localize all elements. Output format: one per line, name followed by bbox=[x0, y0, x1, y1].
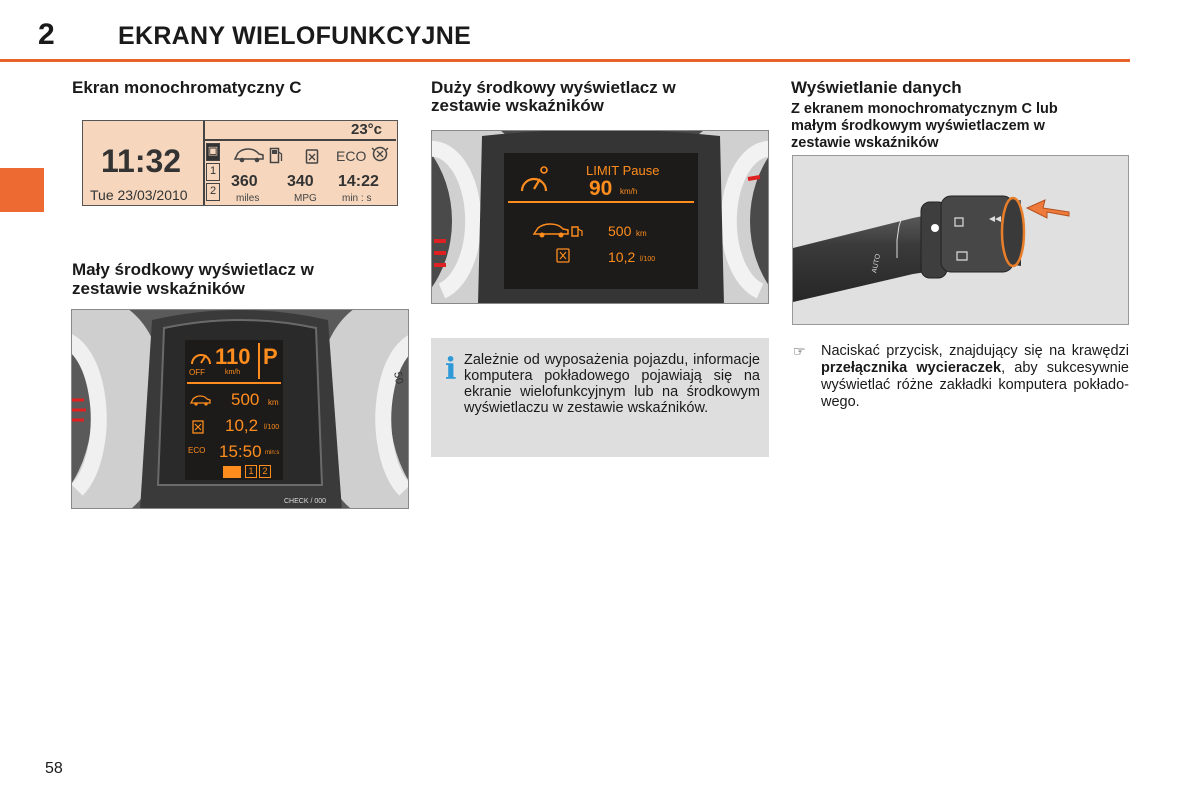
jerrycan-icon bbox=[192, 420, 204, 434]
data-display-heading: Wyświetlanie danych bbox=[791, 78, 962, 97]
consumption-value: 340 bbox=[287, 173, 314, 190]
range-unit: km bbox=[636, 229, 647, 238]
consumption-unit: MPG bbox=[294, 193, 317, 204]
clock-time: 11:32 bbox=[101, 143, 182, 179]
consumption-unit: l/100 bbox=[640, 256, 656, 263]
screen-divider bbox=[508, 201, 694, 203]
trip-tab-1: 1 bbox=[206, 163, 220, 181]
car-range-icon bbox=[532, 221, 586, 239]
large-display-heading-line2: zestawie wskaźników bbox=[431, 96, 604, 115]
jerrycan-icon bbox=[305, 148, 319, 168]
limit-label: LIMIT Pause bbox=[586, 163, 660, 178]
stop-time-value: 15:50 bbox=[219, 442, 262, 461]
speed-limiter-icon bbox=[189, 346, 213, 368]
mono-display-heading: Ekran monochromatyczny C bbox=[72, 78, 302, 97]
large-display-heading-line1: Duży środkowy wyświetlacz w bbox=[431, 78, 676, 97]
data-subtitle-line3: zestawie wskaźników bbox=[791, 135, 939, 151]
small-display-cluster-image bbox=[71, 309, 409, 509]
dial-number: 50 bbox=[391, 370, 406, 386]
speed-limiter-icon bbox=[518, 165, 552, 195]
chapter-side-tab bbox=[0, 168, 44, 212]
divider-horizontal bbox=[203, 139, 396, 141]
monochrome-display-image bbox=[82, 120, 398, 206]
eco-label: ECO bbox=[188, 446, 206, 455]
consumption-unit: l/100 bbox=[264, 424, 280, 431]
screen-divider bbox=[187, 382, 281, 384]
instruction-text bbox=[821, 343, 1129, 411]
limit-speed-unit: km/h bbox=[620, 187, 638, 196]
consumption-value: 10,2 bbox=[225, 416, 259, 435]
pointing-hand-icon: ☞ bbox=[793, 343, 806, 359]
range-unit: km bbox=[268, 398, 279, 407]
stop-time-unit: min : s bbox=[342, 193, 372, 204]
gear-indicator: P bbox=[263, 344, 278, 369]
chapter-number: 2 bbox=[38, 18, 55, 51]
car-tab-icon: ▣ bbox=[206, 143, 220, 161]
data-subtitle-line2: małym środkowym wyświetlaczem w bbox=[791, 118, 1045, 134]
fuel-pump-icon bbox=[269, 147, 283, 169]
clock-date: Tue 23/03/2010 bbox=[90, 187, 188, 203]
header-rule bbox=[0, 59, 1130, 62]
large-display-screen bbox=[504, 153, 698, 289]
trip-tab-2: 2 bbox=[259, 465, 271, 478]
info-note-box bbox=[431, 338, 769, 457]
stop-time-value: 14:22 bbox=[338, 173, 379, 190]
small-display-screen bbox=[185, 340, 283, 480]
outside-temperature: 23°c bbox=[351, 121, 383, 138]
limiter-speed-unit: km/h bbox=[225, 369, 241, 376]
range-value: 500 bbox=[608, 223, 632, 239]
wiper-stalk-graphic bbox=[793, 156, 1129, 325]
small-display-heading-line2: zestawie wskaźników bbox=[72, 279, 245, 298]
data-subtitle-line1: Z ekranem monochromatycznym C lub bbox=[791, 101, 1058, 117]
small-display-heading-line1: Mały środkowy wyświetlacz w bbox=[72, 260, 314, 279]
jerrycan-icon bbox=[556, 247, 570, 263]
info-icon: i bbox=[445, 352, 457, 387]
instruction-part2: , aby sukcesywnie wyświetlać różne zakładki komputera pokładowego. bbox=[821, 360, 1129, 410]
limiter-speed: 110 bbox=[215, 344, 251, 369]
large-display-cluster-image bbox=[431, 130, 769, 304]
trip-tab-1: 1 bbox=[245, 465, 257, 478]
page-number: 58 bbox=[45, 760, 63, 777]
limit-speed: 90 bbox=[589, 177, 613, 200]
instruction-bold: przełącznika wycieraczek bbox=[821, 360, 1002, 376]
eco-label: ECO bbox=[336, 148, 367, 164]
trip-tab-2: 2 bbox=[206, 183, 220, 201]
trip-tabs bbox=[206, 143, 221, 203]
car-range-icon bbox=[190, 394, 212, 406]
cluster-footer-label: CHECK / 000 bbox=[284, 498, 327, 505]
consumption-value: 10,2 bbox=[608, 249, 636, 265]
stop-time-unit: min:s bbox=[265, 450, 280, 456]
auto-label: AUTO bbox=[871, 253, 883, 274]
range-value: 500 bbox=[231, 390, 260, 409]
divider-vertical bbox=[203, 121, 205, 205]
info-note-text: Zależnie od wyposażenia pojazdu, informacje komputera pokładowego pojawiają się na ekranie wielofunkcyjnym lub na środkowym wyświetlaczu w zestawie wskaźników. bbox=[464, 352, 760, 416]
stop-start-icon bbox=[370, 145, 390, 167]
car-range-icon bbox=[233, 147, 267, 167]
off-label: OFF bbox=[189, 368, 205, 377]
wiper-stalk-image bbox=[792, 155, 1129, 325]
gear-divider bbox=[258, 343, 260, 379]
range-value: 360 bbox=[231, 173, 258, 190]
range-unit: miles bbox=[236, 193, 260, 204]
chapter-title: EKRANY WIELOFUNKCYJNE bbox=[118, 22, 472, 50]
instruction-part1: Naciskać przycisk, znajdujący się na krawędzi bbox=[821, 343, 1129, 359]
selected-tab-icon bbox=[223, 466, 241, 478]
